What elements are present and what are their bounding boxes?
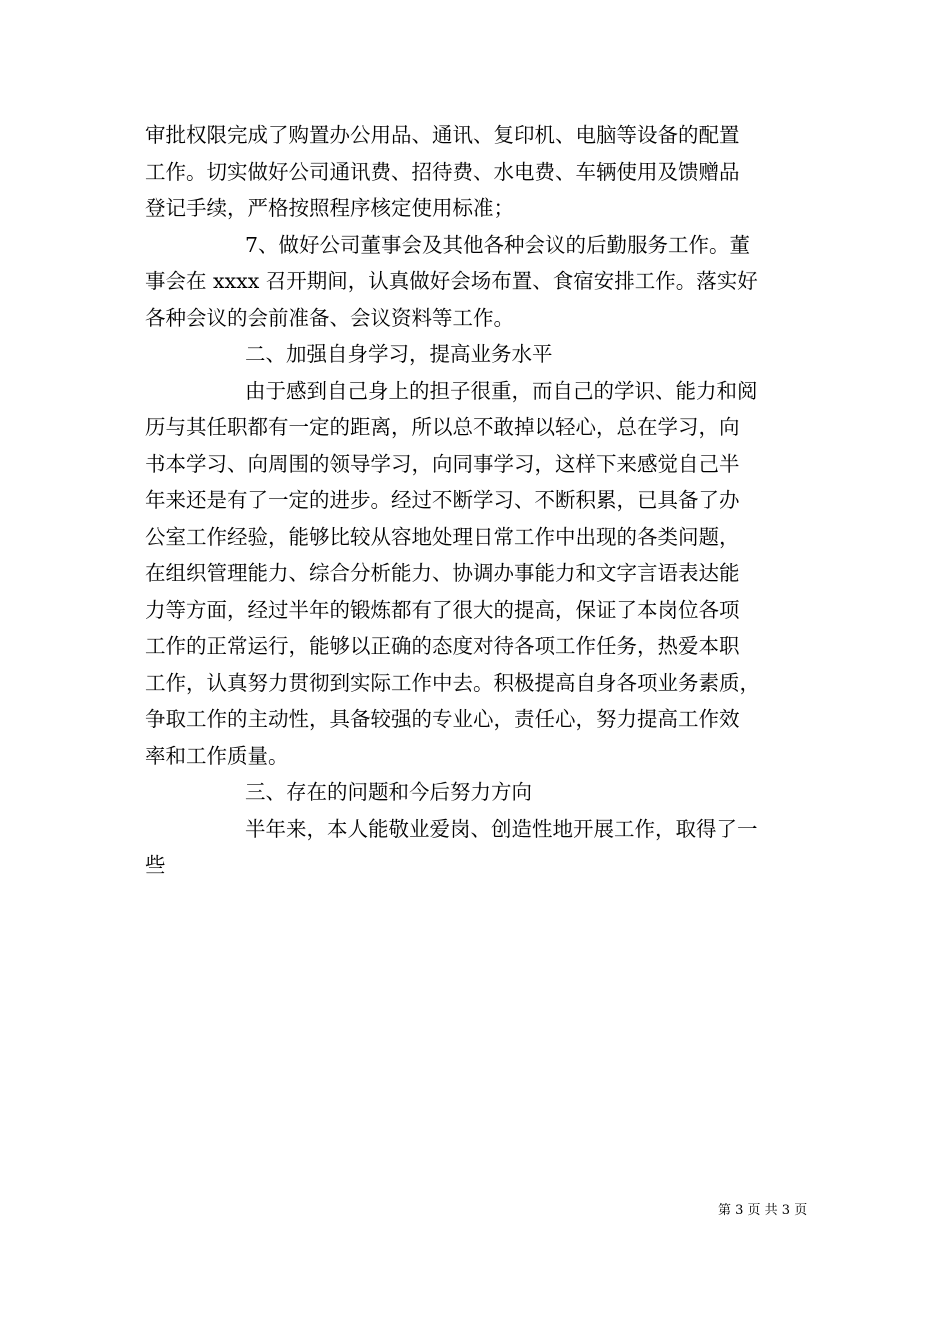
text-line: 审批权限完成了购置办公用品、通讯、复印机、电脑等设备的配置 [145,123,740,147]
text-line: 7、做好公司董事会及其他各种会议的后勤服务工作。董 [245,232,751,257]
document-body [145,117,807,884]
text-line: 工作。切实做好公司通讯费、招待费、水电费、车辆使用及馈赠品 [145,159,740,184]
text-line: 由于感到自己身上的担子很重，而自己的学识、能力和阅 [245,378,758,403]
text-line: 率和工作质量。 [145,743,289,768]
text-line: 公室工作经验，能够比较从容地处理日常工作中出现的各类问题， [145,524,740,549]
text-line: 登记手续，严格按照程序核定使用标准； [145,196,514,220]
text-line: 力等方面，经过半年的锻炼都有了很大的提高，保证了本岗位各项 [145,597,740,622]
text-line: 在组织管理能力、综合分析能力、协调办事能力和文字言语表达能 [145,561,740,585]
text-line: 各种会议的会前准备、会议资料等工作。 [145,305,514,330]
text-line: 工作，认真努力贯彻到实际工作中去。积极提高自身各项业务素质， [145,670,760,695]
text-line: 些 [145,853,166,877]
page-number-footer: 第 3 页 共 3 页 [718,1203,808,1218]
section-heading: 三、存在的问题和今后努力方向 [245,780,532,804]
text-line: 历与其任职都有一定的距离，所以总不敢掉以轻心，总在学习，向 [145,415,740,439]
text-line: 半年来，本人能敬业爱岗、创造性地开展工作，取得了一 [245,816,758,841]
text-line: 工作的正常运行，能够以正确的态度对待各项工作任务，热爱本职 [145,634,740,658]
section-heading: 二、加强自身学习，提高业务水平 [245,342,553,366]
text-line: 争取工作的主动性，具备较强的专业心，责任心，努力提高工作效 [145,707,740,731]
text-line: 年来还是有了一定的进步。经过不断学习、不断积累，已具备了办 [145,488,740,512]
text-line: 事会在 xxxx 召开期间，认真做好会场布置、食宿安排工作。落实好 [145,269,758,293]
text-line: 书本学习、向周围的领导学习，向同事学习，这样下来感觉自己半 [145,451,740,476]
